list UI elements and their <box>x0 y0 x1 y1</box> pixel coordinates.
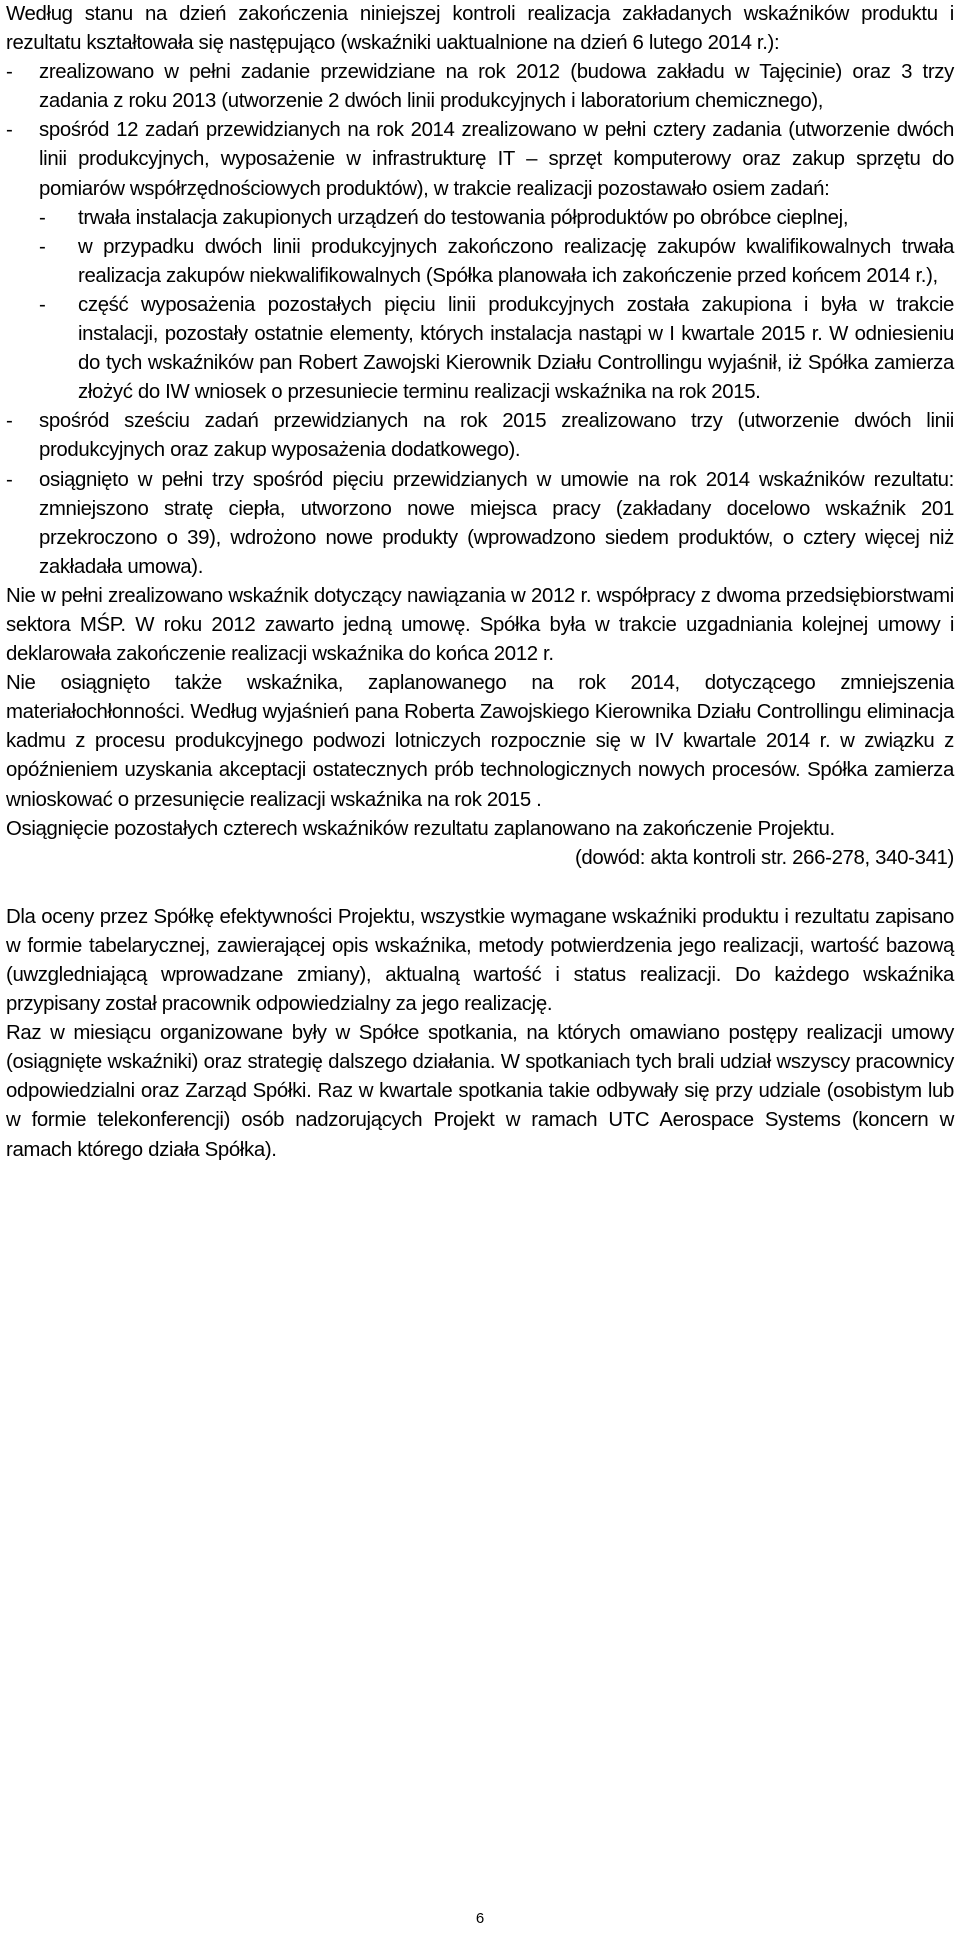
list-item-text: osiągnięto w pełni trzy spośród pięciu przewidzianych w umowie na rok 2014 wskaźników rezultatu: zmniejszono stratę ciepła, utworzono nowe miejsca pracy (zakładany docelowo wskaźnik 201 przekroczono o 39), wdrożono nowe produkty (wprowadzono siedem produktów, o cztery więcej niż zakładała umowa). <box>39 468 954 578</box>
list-item-text: spośród 12 zadań przewidzianych na rok 2014 zrealizowano w pełni cztery zadania (utworzenie dwóch linii produkcyjnych, wyposażenie w infrastrukturę IT – sprzęt komputerowy oraz zakup sprzętu do pomiarów współrzędnościowych produktów), w trakcie realizacji pozostawało osiem zadań: <box>39 119 954 200</box>
sub-list-item-text: trwała instalacja zakupionych urządzeń do testowania półproduktów po obróbce cieplnej, <box>78 206 849 229</box>
bullet-dash: - <box>39 206 46 229</box>
bullet-dash: - <box>39 235 46 258</box>
bullet-dash: - <box>6 119 13 142</box>
sub-list-item-text: część wyposażenia pozostałych pięciu linii produkcyjnych została zakupiona i była w trakcie instalacji, pozostały ostatnie elementy, których instalacja nastąpi w I kwartale 2015 r. W odniesieniu do tych wskaźników pan Robert Zawojski Kierownik Działu Controllingu wyjaśnił, iż Spółka zamierza złożyć do IW wniosek o przesuniecie terminu realizacji wskaźnika na rok 2015. <box>78 293 954 404</box>
list-item-text: zrealizowano w pełni zadanie przewidziane na rok 2012 (budowa zakładu w Tajęcinie) oraz 3 trzy zadania z roku 2013 (utworzenie 2 dwóch linii produkcyjnych i laboratorium chemicznego), <box>39 61 954 113</box>
sub-list-item <box>6 291 954 407</box>
body-paragraph: Nie osiągnięto także wskaźnika, zaplanowanego na rok 2014, dotyczącego zmniejszenia materiałochłonności. Według wyjaśnień pana Roberta Zawojskiego Kierownika Działu Controllingu eliminacja kadmu z procesu produkcyjnego podwozi lotniczych rozpocznie się w IV kwartale 2014 r. w związku z opóźnieniem uzyskania akceptacji ostatecznych prób technologicznych nowych procesów. Spółka zamierza wnioskować o przesunięcie realizacji wskaźnika na rok 2015 . <box>6 672 954 811</box>
list-item <box>6 58 954 116</box>
list-item-text: spośród sześciu zadań przewidzianych na rok 2015 zrealizowano trzy (utworzenie dwóch linii produkcyjnych oraz zakup wyposażenia dodatkowego). <box>39 410 954 462</box>
intro-paragraph: Według stanu na dzień zakończenia niniejszej kontroli realizacja zakładanych wskaźników produktu i rezultatu kształtowała się następująco (wskaźniki uaktualnione na dzień 6 lutego 2014 r.): <box>6 3 954 55</box>
bullet-dash: - <box>6 410 13 433</box>
list-item <box>6 116 954 203</box>
evidence-reference: (dowód: akta kontroli str. 266-278, 340-341) <box>574 846 954 869</box>
bullet-dash: - <box>6 468 13 491</box>
body-paragraph: Raz w miesiącu organizowane były w Spółce spotkania, na których omawiano postępy realizacji umowy (osiągnięte wskaźniki) oraz strategię dalszego działania. W spotkaniach tych brali udział wszyscy pracownicy odpowiedzialni oraz Zarząd Spółki. Raz w kwartale spotkania takie odbywały się przy udziale (osobistym lub w formie telekonferencji) osób nadzorujących Projekt w ramach UTC Aerospace Systems (koncern w ramach którego działa Spółka). <box>6 1022 954 1161</box>
body-paragraph: Dla oceny przez Spółkę efektywności Projektu, wszystkie wymagane wskaźniki produktu i rezultatu zapisano w formie tabelarycznej, zawierającej opis wskaźnika, metody potwierdzenia jego realizacji, wartość bazową (uwzgledniającą wprowadzane zmiany), aktualną wartość i status realizacji. Do każdego wskaźnika przypisany został pracownik odpowiedzialny za jego realizację. <box>6 905 954 1016</box>
list-item <box>6 466 954 582</box>
paragraph-gap <box>6 873 954 903</box>
sub-list-item <box>6 233 954 291</box>
document-page <box>6 0 954 1165</box>
list-item <box>6 407 954 465</box>
body-paragraph: Nie w pełni zrealizowano wskaźnik dotyczący nawiązania w 2012 r. współpracy z dwoma przedsiębiorstwami sektora MŚP. W roku 2012 zawarto jedną umowę. Spółka była w trakcie uzgadniania kolejnej umowy i deklarowała zakończenie realizacji wskaźnika do końca 2012 r. <box>6 584 954 666</box>
page-number: 6 <box>475 1910 485 1927</box>
sub-list-item-text: w przypadku dwóch linii produkcyjnych zakończono realizację zakupów kwalifikowalnych trwała realizacja zakupów niekwalifikowalnych (Spółka planowała ich zakończenie przed końcem 2014 r.), <box>78 235 954 287</box>
sub-list-item <box>6 204 954 233</box>
bullet-dash: - <box>6 61 13 84</box>
body-paragraph: Osiągnięcie pozostałych czterech wskaźników rezultatu zaplanowano na zakończenie Projektu. <box>6 817 835 840</box>
bullet-dash: - <box>39 293 46 316</box>
